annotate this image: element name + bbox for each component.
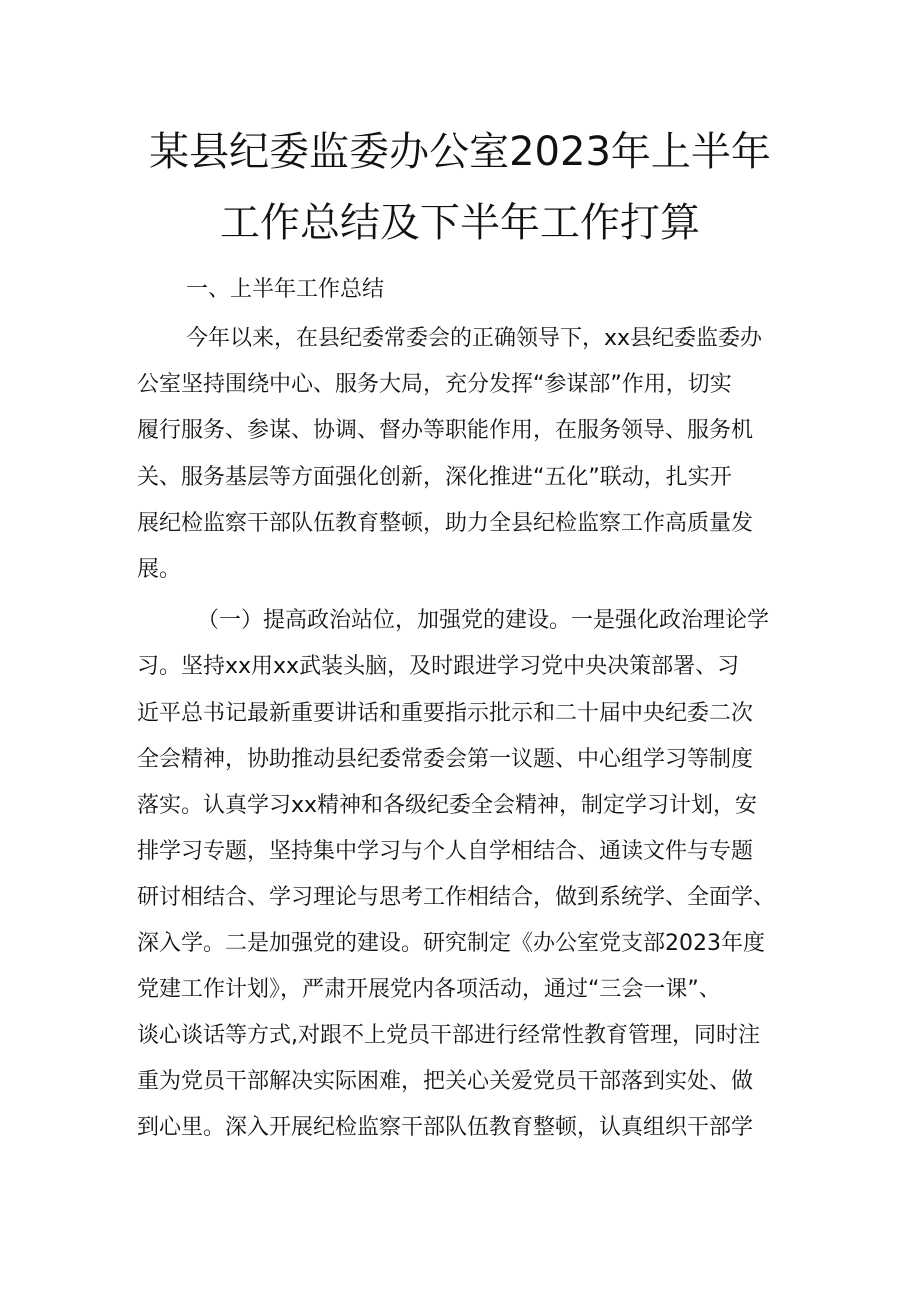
paragraph-line: 近平总书记最新重要讲话和重要指示批示和二十届中央纪委二次: [137, 701, 754, 726]
paragraph-line: 党建工作计划》，严肃开展党内各项活动，通过“三会一课”、: [137, 977, 721, 1002]
paragraph-line: 公室坚持围绕中心、服务大局，充分发挥“参谋部”作用，切实: [137, 372, 732, 397]
paragraph-line: 展纪检监察干部队伍教育整顿，助力全县纪检监察工作高质量发: [137, 511, 754, 536]
paragraph-line: 落实。认真学习xx精神和各级纪委全会精神，制定学习计划，安: [137, 793, 758, 818]
paragraph-line: 全会精神，协助推动县纪委常委会第一议题、中心组学习等制度: [137, 747, 754, 772]
document-title-line-2: 工作总结及下半年工作打算: [220, 200, 700, 246]
paragraph-line: （一）提高政治站位，加强党的建设。一是强化政治理论学: [197, 608, 770, 633]
paragraph-line: 到心里。深入开展纪检监察干部队伍教育整顿，认真组织干部学: [137, 1115, 754, 1140]
document-title-line-1: 某县纪委监委办公室2023年上半年: [149, 129, 771, 175]
paragraph-line: 履行服务、参谋、协调、督办等职能作用，在服务领导、服务机: [137, 418, 754, 443]
paragraph-line: 习。坚持xx用xx武装头脑，及时跟进学习党中央决策部署、习: [137, 654, 740, 679]
paragraph-line: 谈心谈话等方式,对跟不上党员干部进行经常性教育管理，同时注: [137, 1023, 760, 1048]
paragraph-line: 深入学。二是加强党的建设。研究制定《办公室党支部2023年度: [137, 931, 765, 956]
paragraph-line: 排学习专题，坚持集中学习与个人自学相结合、通读文件与专题: [137, 839, 754, 864]
paragraph-line: 研讨相结合、学习理论与思考工作相结合，做到系统学、全面学、: [137, 885, 776, 910]
section-heading: 一、上半年工作总结: [186, 277, 385, 302]
paragraph-line: 今年以来，在县纪委常委会的正确领导下，xx县纪委监委办: [186, 326, 763, 351]
paragraph-line: 关、服务基层等方面强化创新，深化推进“五化”联动，扎实开: [137, 465, 732, 490]
paragraph-line: 展。: [137, 557, 182, 582]
paragraph-line: 重为党员干部解决实际困难，把关心关爱党员干部落到实处、做: [137, 1069, 754, 1094]
